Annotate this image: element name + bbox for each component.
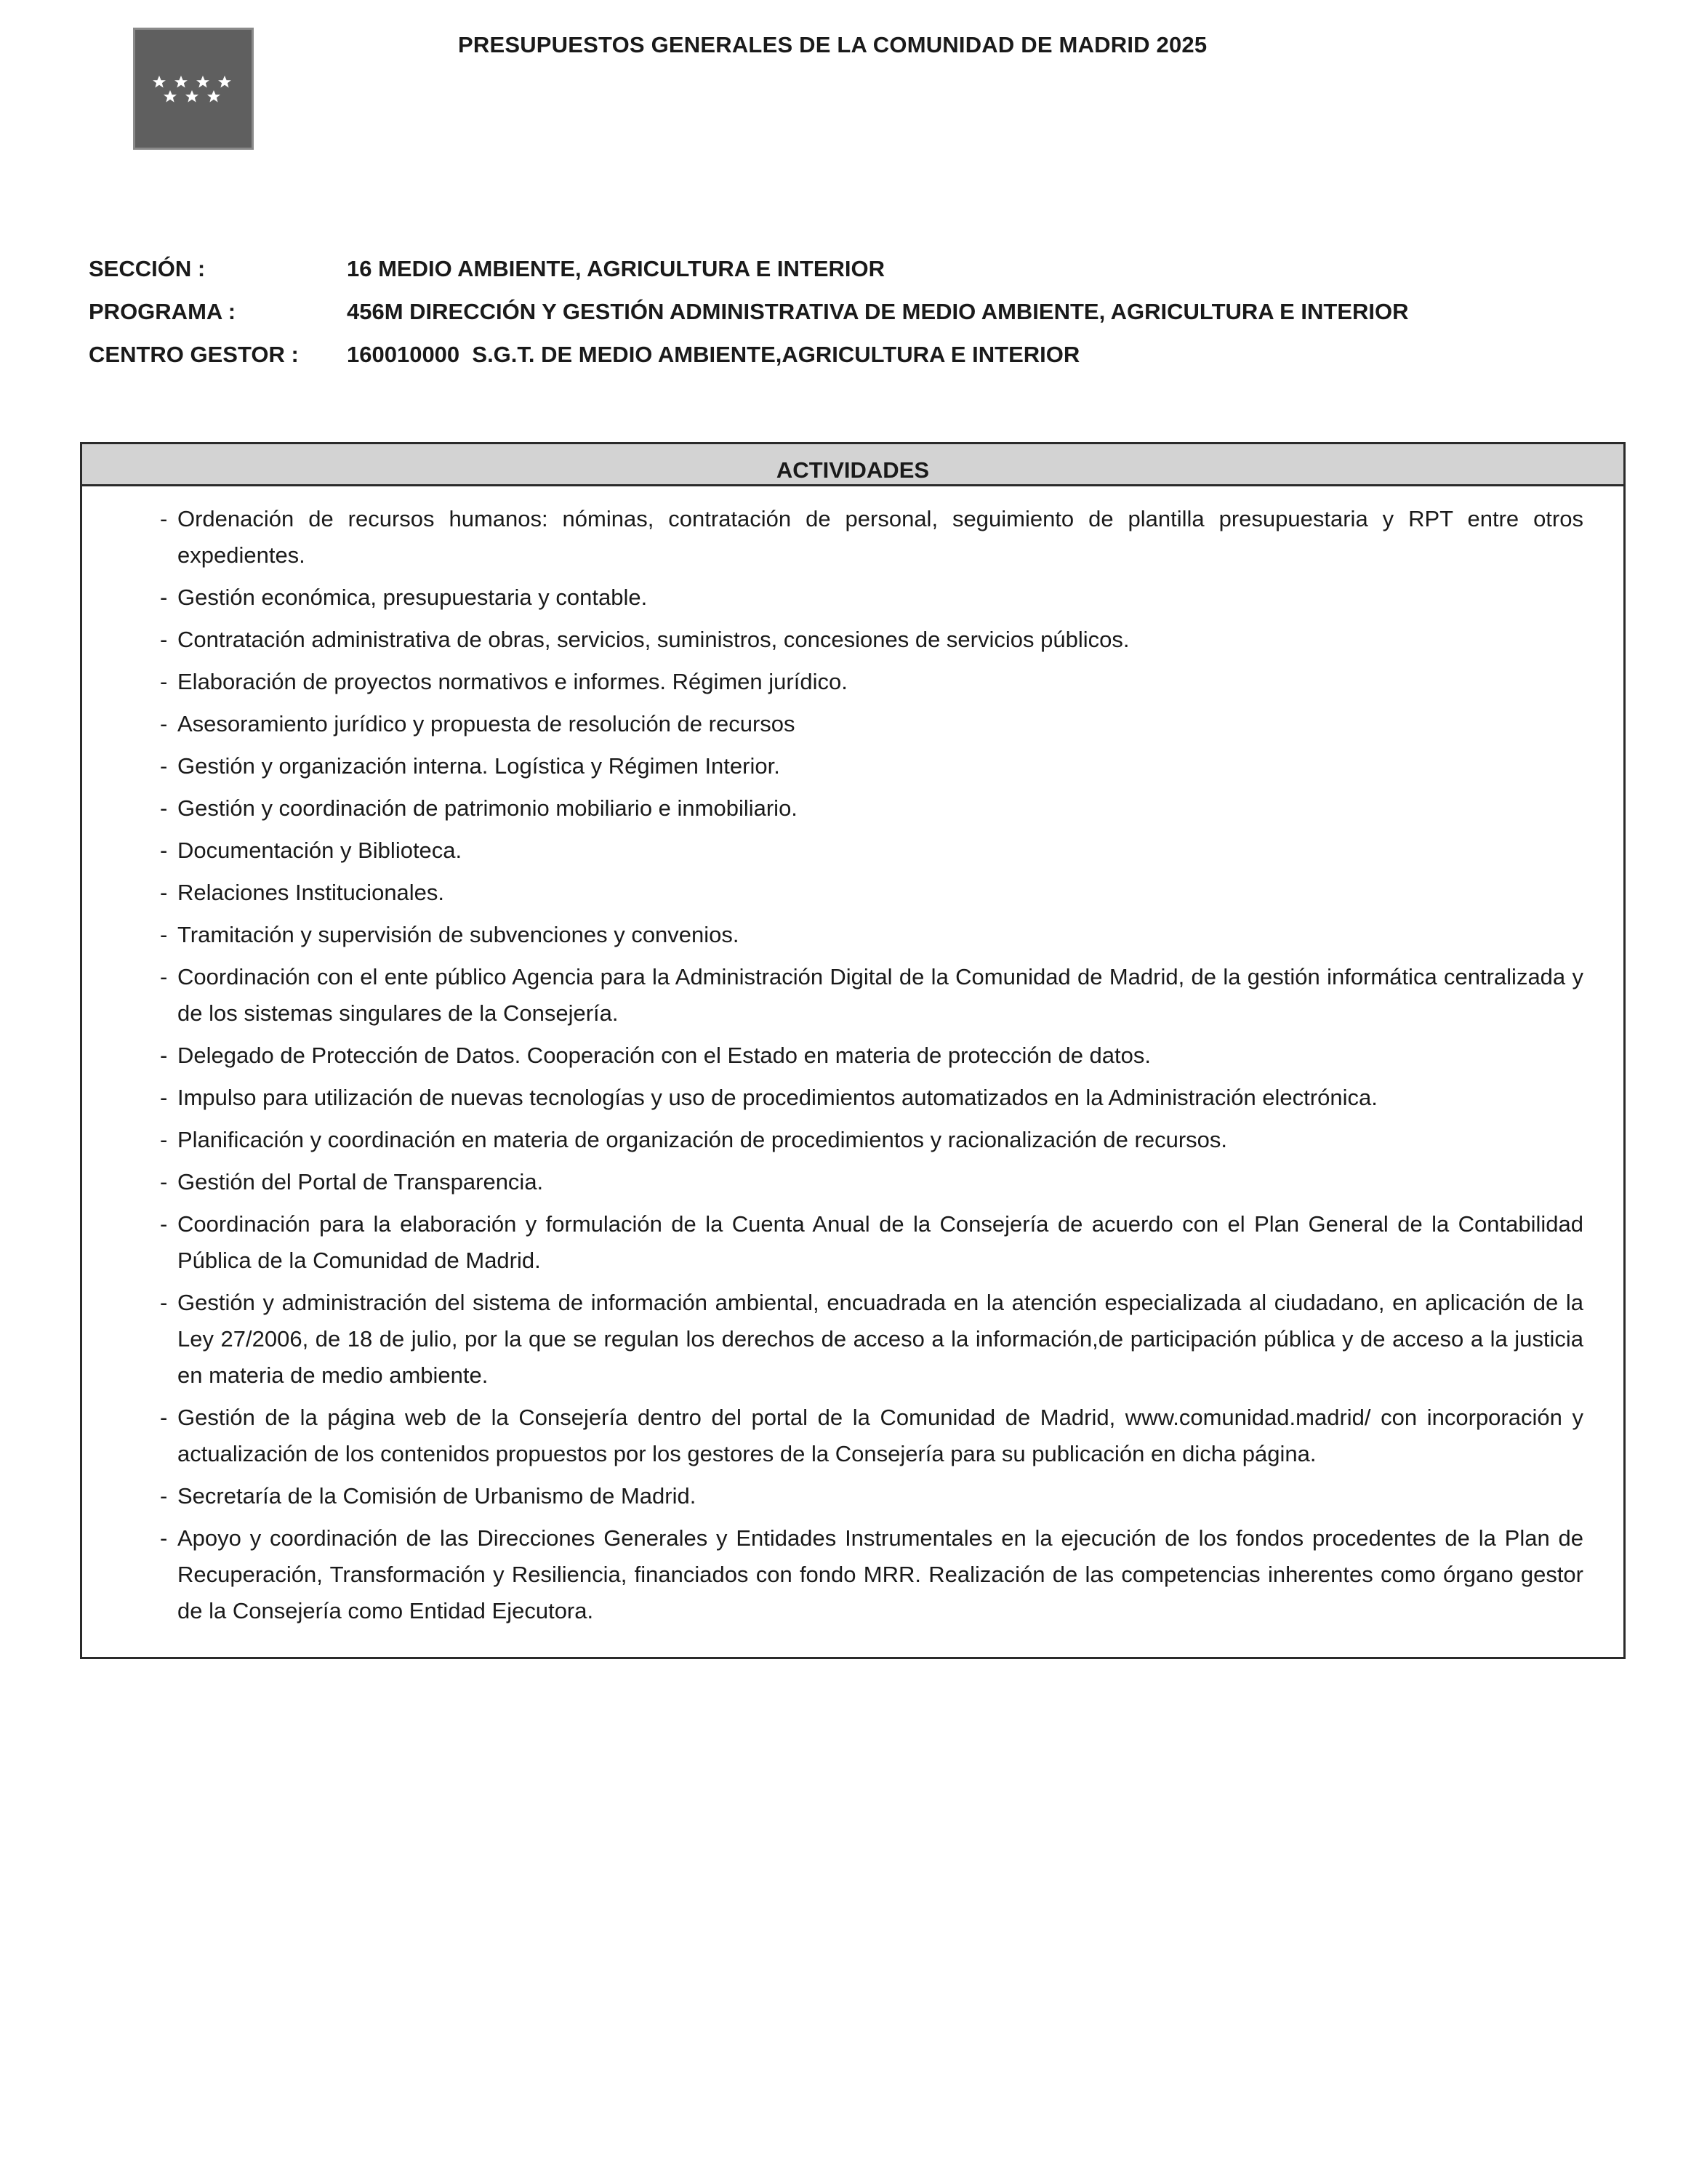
list-item: - Gestión y coordinación de patrimonio mobiliario e inmobiliario. xyxy=(160,790,1583,827)
centro-gestor-label: CENTRO GESTOR : xyxy=(89,342,299,367)
programa-label: PROGRAMA : xyxy=(89,299,236,324)
list-item: - Planificación y coordinación en materia de organización de procedimientos y racionalización de recursos. xyxy=(160,1122,1583,1158)
seccion-row xyxy=(89,256,1409,299)
list-item: - Gestión económica, presupuestaria y contable. xyxy=(160,579,1583,616)
list-item: - Elaboración de proyectos normativos e informes. Régimen jurídico. xyxy=(160,664,1583,700)
programa-value: 456M DIRECCIÓN Y GESTIÓN ADMINISTRATIVA DE MEDIO AMBIENTE, AGRICULTURA E INTERIOR xyxy=(347,299,1409,324)
list-item: - Gestión y organización interna. Logística y Régimen Interior. xyxy=(160,748,1583,784)
list-item: - Gestión y administración del sistema de información ambiental, encuadrada en la atención especializada al ciudadano, en aplicación de la Ley 27/2006, de 18 de julio, por la que se regulan los derechos de acceso a la información,de participación pública y de acceso a la justicia en materia de medio ambiente. xyxy=(160,1285,1583,1394)
list-item: - Coordinación con el ente público Agencia para la Administración Digital de la Comunidad de Madrid, de la gestión informática centralizada y de los sistemas singulares de la Consejería. xyxy=(160,959,1583,1032)
centro-gestor-value: 160010000 S.G.T. DE MEDIO AMBIENTE,AGRICULTURA E INTERIOR xyxy=(347,342,1080,367)
madrid-stars-flag-icon xyxy=(133,28,254,150)
list-item: - Relaciones Institucionales. xyxy=(160,875,1583,911)
programa-row xyxy=(89,299,1409,342)
actividades-list xyxy=(82,486,1623,1629)
list-item: - Gestión de la página web de la Consejería dentro del portal de la Comunidad de Madrid, www.comunidad.madrid/ con incorporación y actualización de los contenidos propuestos por los gestores de la Consejería para su publicación en dicha página. xyxy=(160,1400,1583,1472)
list-item: - Coordinación para la elaboración y formulación de la Cuenta Anual de la Consejería de acuerdo con el Plan General de la Contabilidad Pública de la Comunidad de Madrid. xyxy=(160,1206,1583,1279)
list-item: - Apoyo y coordinación de las Direcciones Generales y Entidades Instrumentales en la ejecución de los fondos procedentes de la Plan de Recuperación, Transformación y Resiliencia, financiados con fondo MRR. Realización de las competencias inherentes como órgano gestor de la Consejería como Entidad Ejecutora. xyxy=(160,1520,1583,1629)
seccion-value: 16 MEDIO AMBIENTE, AGRICULTURA E INTERIOR xyxy=(347,256,885,281)
centro-gestor-row xyxy=(89,342,1409,385)
page-title: PRESUPUESTOS GENERALES DE LA COMUNIDAD DE MADRID 2025 xyxy=(458,32,1208,57)
actividades-heading: ACTIVIDADES xyxy=(82,444,1623,486)
list-item: - Gestión del Portal de Transparencia. xyxy=(160,1164,1583,1200)
budget-metadata xyxy=(89,256,1409,385)
actividades-box xyxy=(80,442,1626,1659)
list-item: - Ordenación de recursos humanos: nóminas, contratación de personal, seguimiento de plantilla presupuestaria y RPT entre otros expedientes. xyxy=(160,501,1583,574)
list-item: - Documentación y Biblioteca. xyxy=(160,832,1583,869)
list-item: - Tramitación y supervisión de subvenciones y convenios. xyxy=(160,917,1583,953)
list-item: - Asesoramiento jurídico y propuesta de resolución de recursos xyxy=(160,706,1583,742)
list-item: - Delegado de Protección de Datos. Cooperación con el Estado en materia de protección de datos. xyxy=(160,1037,1583,1074)
list-item: - Impulso para utilización de nuevas tecnologías y uso de procedimientos automatizados en la Administración electrónica. xyxy=(160,1080,1583,1116)
list-item: - Secretaría de la Comisión de Urbanismo de Madrid. xyxy=(160,1478,1583,1514)
seccion-label: SECCIÓN : xyxy=(89,256,206,281)
list-item: - Contratación administrativa de obras, servicios, suministros, concesiones de servicios públicos. xyxy=(160,622,1583,658)
